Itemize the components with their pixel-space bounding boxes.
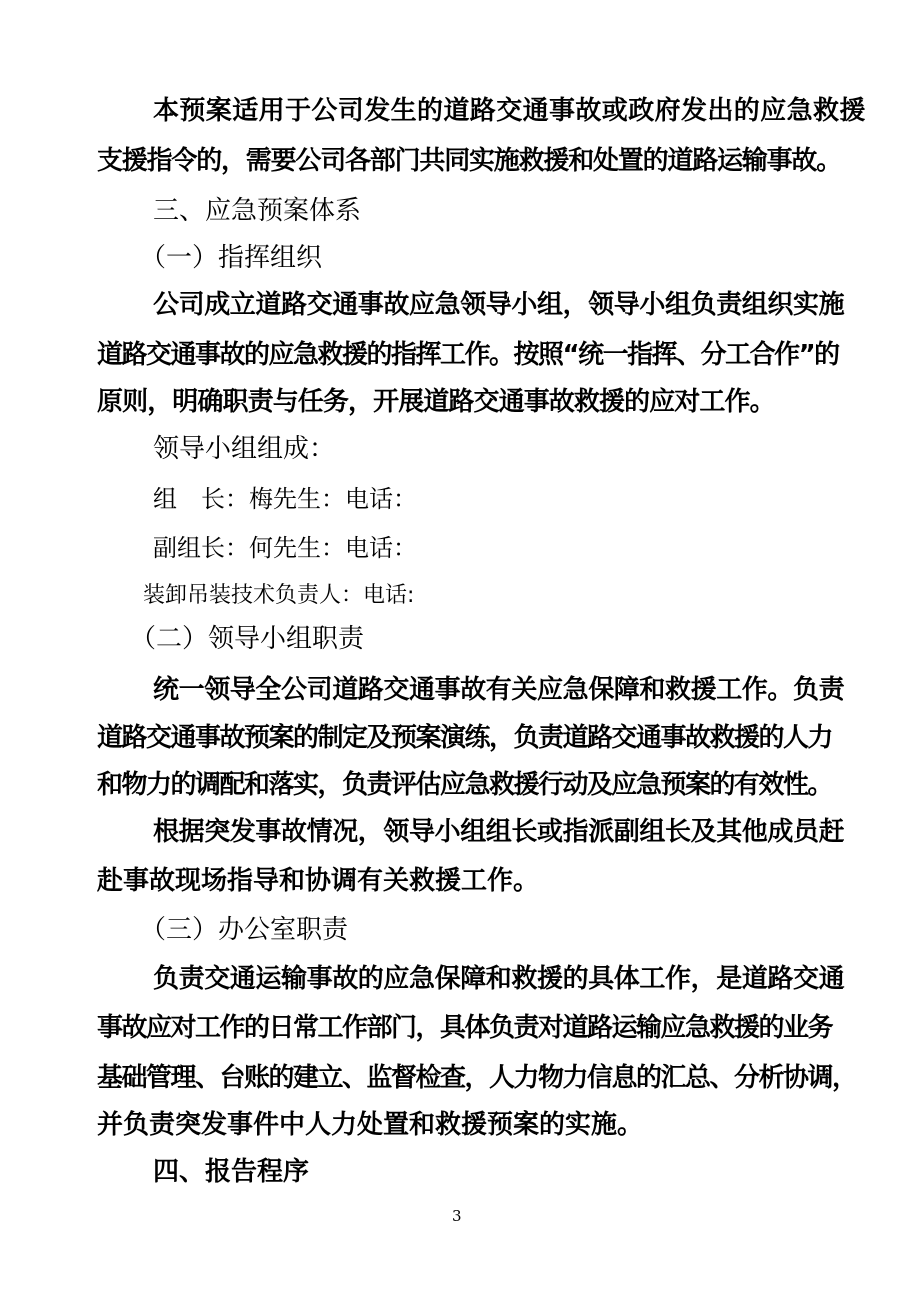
leader-group-label: 领导小组组成： <box>153 434 336 464</box>
paragraph-line: 并负责突发事件中人力处置和救援预案的实施。 <box>97 1110 644 1140</box>
section-heading: 三、应急预案体系 <box>153 196 362 226</box>
paragraph-line: 赴事故现场指导和协调有关救援工作。 <box>97 866 540 896</box>
paragraph-line: 基础管理、台账的建立、监督检查，人力物力信息的汇总、分析协调， <box>97 1063 857 1093</box>
paragraph-line: 负责交通运输事故的应急保障和救援的具体工作，是道路交通 <box>153 964 845 994</box>
paragraph-line: 公司成立道路交通事故应急领导小组，领导小组负责组织实施 <box>153 290 845 320</box>
technical-lead-entry: 装卸吊装技术负责人：电话: <box>143 583 415 608</box>
section-heading: 四、报告程序 <box>153 1157 310 1187</box>
deputy-leader-entry: 副组长：何先生：电话： <box>153 534 417 562</box>
paragraph-line: 原则，明确职责与任务，开展道路交通事故救援的应对工作。 <box>97 387 775 417</box>
subsection-heading: （三）办公室职责 <box>140 915 349 945</box>
paragraph-line: 统一领导全公司道路交通事故有关应急保障和救援工作。负责 <box>153 675 845 705</box>
paragraph-line: 道路交通事故的应急救援的指挥工作。按照“统一指挥、分工合作”的 <box>97 340 839 370</box>
paragraph-line: 本预案适用于公司发生的道路交通事故或政府发出的应急救援 <box>153 96 866 126</box>
paragraph-line: 和物力的调配和落实，负责评估应急救援行动及应急预案的有效性。 <box>97 770 833 800</box>
paragraph-line: 事故应对工作的日常工作部门，具体负责对道路运输应急救援的业务 <box>97 1013 833 1043</box>
leader-entry: 组 长：梅先生：电话： <box>153 485 417 513</box>
subsection-heading: （二）领导小组职责 <box>130 624 365 654</box>
paragraph-line: 支援指令的，需要公司各部门共同实施救援和处置的道路运输事故。 <box>97 146 842 176</box>
subsection-heading: （一）指挥组织 <box>140 243 323 273</box>
paragraph-line: 道路交通事故预案的制定及预案演练，负责道路交通事故救援的人力 <box>97 723 833 753</box>
page-number: 3 <box>452 1207 462 1225</box>
paragraph-line: 根据突发事故情况，领导小组组长或指派副组长及其他成员赶 <box>153 817 845 847</box>
